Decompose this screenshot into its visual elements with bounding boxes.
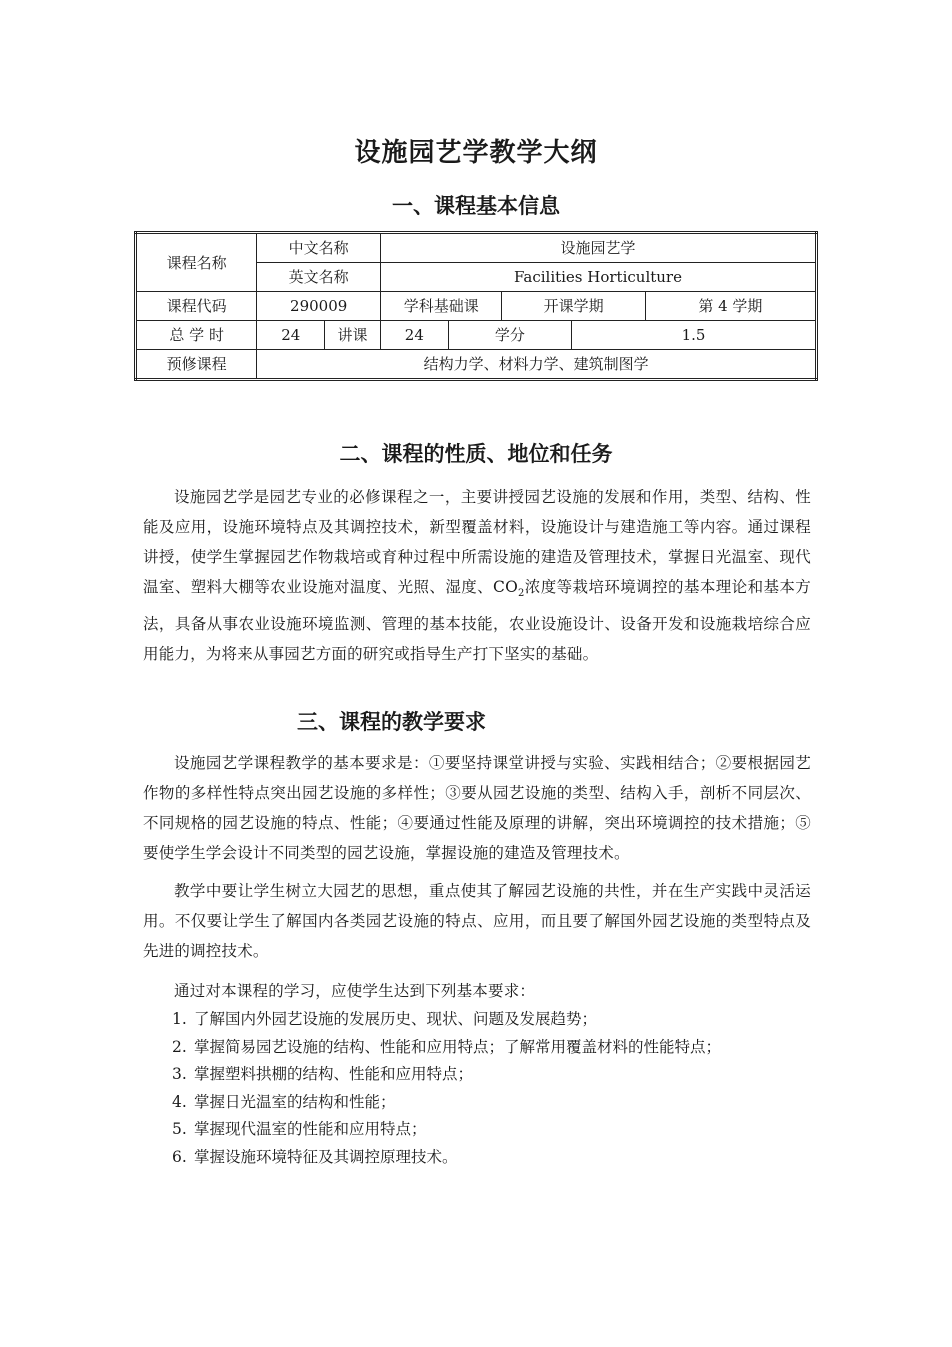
list-item: 2. 掌握简易园艺设施的结构、性能和应用特点；了解常用覆盖材料的性能特点； [172,1037,722,1056]
credit-label: 学分 [448,321,571,350]
list-item: 5. 掌握现代温室的性能和应用特点； [172,1120,427,1138]
nature-paragraph: 设施园艺学是园艺专业的必修课程之一，主要讲授园艺设施的发展和作用，类型、结构、性能及应用，设施环境特点及其调控技术，新型覆盖材料，设施设计与建造施工等内容。通过课程讲授，使学生掌握园艺作物栽培或育种过程中所需设施的建造及管理技术，掌握日光温室、现代温室、塑料大棚等农业设施对温度、光照、湿度、$CO_2$浓度等栽培环境调控的基本理论和基本方法，具备从事农业设施环境监测、管理的基本技能，农业设施设计、设备开发和设施栽培综合应用能力，为将来从事园艺方面的研究或指导生产打下坚实的基础。 [143,488,811,664]
requirements-paragraph-3: 通过对本课程的学习，应使学生达到下列基本要求： [174,982,536,1000]
semester-value: 第 4 学期 [645,292,816,321]
cn-name-label: 中文名称 [257,233,381,263]
cn-name-value: 设施园艺学 [380,233,816,263]
course-code-label: 课程代码 [136,292,257,321]
total-hours-value: 24 [257,321,325,350]
total-hours-label: 总 学 时 [136,321,257,350]
requirements-paragraph-2: 教学中要让学生树立大园艺的思想，重点使其了解园艺设施的共性，并在生产实践中灵活运用。不仅要让学生了解国内各类园艺设施的特点、应用，而且要了解国外园艺设施的类型特点及先进的调控技术。 [143,882,811,960]
prereq-value: 结构力学、材料力学、建筑制图学 [257,350,817,380]
requirements-paragraph-1: 设施园艺学课程教学的基本要求是：①要坚持课堂讲授与实验、实践相结合；②要根据园艺作物的多样性特点突出园艺设施的多样性；③要从园艺设施的类型、结构入手，剖析不同层次、不同规格的园艺设施的特点、性能；④要通过性能及原理的讲解，突出环境调控的技术措施；⑤要使学生学会设计不同类型的园艺设施，掌握设施的建造及管理技术。 [143,754,811,862]
list-item: 4. 掌握日光温室的结构和性能； [172,1092,396,1111]
en-name-value: Facilities Horticulture [380,263,816,292]
lecture-value: 24 [380,321,448,350]
section-heading-nature: 二、课程的性质、地位和任务 [339,441,613,466]
course-category-value: 学科基础课 [380,292,501,321]
table-row [136,350,817,380]
table-row [136,292,817,321]
section-heading-basic-info: 一、课程基本信息 [392,193,560,218]
document-title: 设施园艺学教学大纲 [354,138,598,168]
course-code-value: 290009 [257,292,381,321]
list-item: 1. 了解国内外园艺设施的发展历史、现状、问题及发展趋势； [172,1010,598,1028]
table-row [136,321,817,350]
credit-value: 1.5 [572,321,817,350]
course-info-table [134,231,818,381]
en-name-label: 英文名称 [257,263,381,292]
requirements-list [172,1006,721,1171]
section-heading-requirements: 三、课程的教学要求 [297,709,486,734]
course-name-label: 课程名称 [136,233,257,292]
table-row [136,233,817,263]
list-item: 6. 掌握设施环境特征及其调控原理技术。 [172,1147,458,1166]
semester-label: 开课学期 [502,292,645,321]
lecture-label: 讲课 [325,321,381,350]
prereq-label: 预修课程 [136,350,257,380]
list-item: 3. 掌握塑料拱棚的结构、性能和应用特点； [172,1065,474,1083]
